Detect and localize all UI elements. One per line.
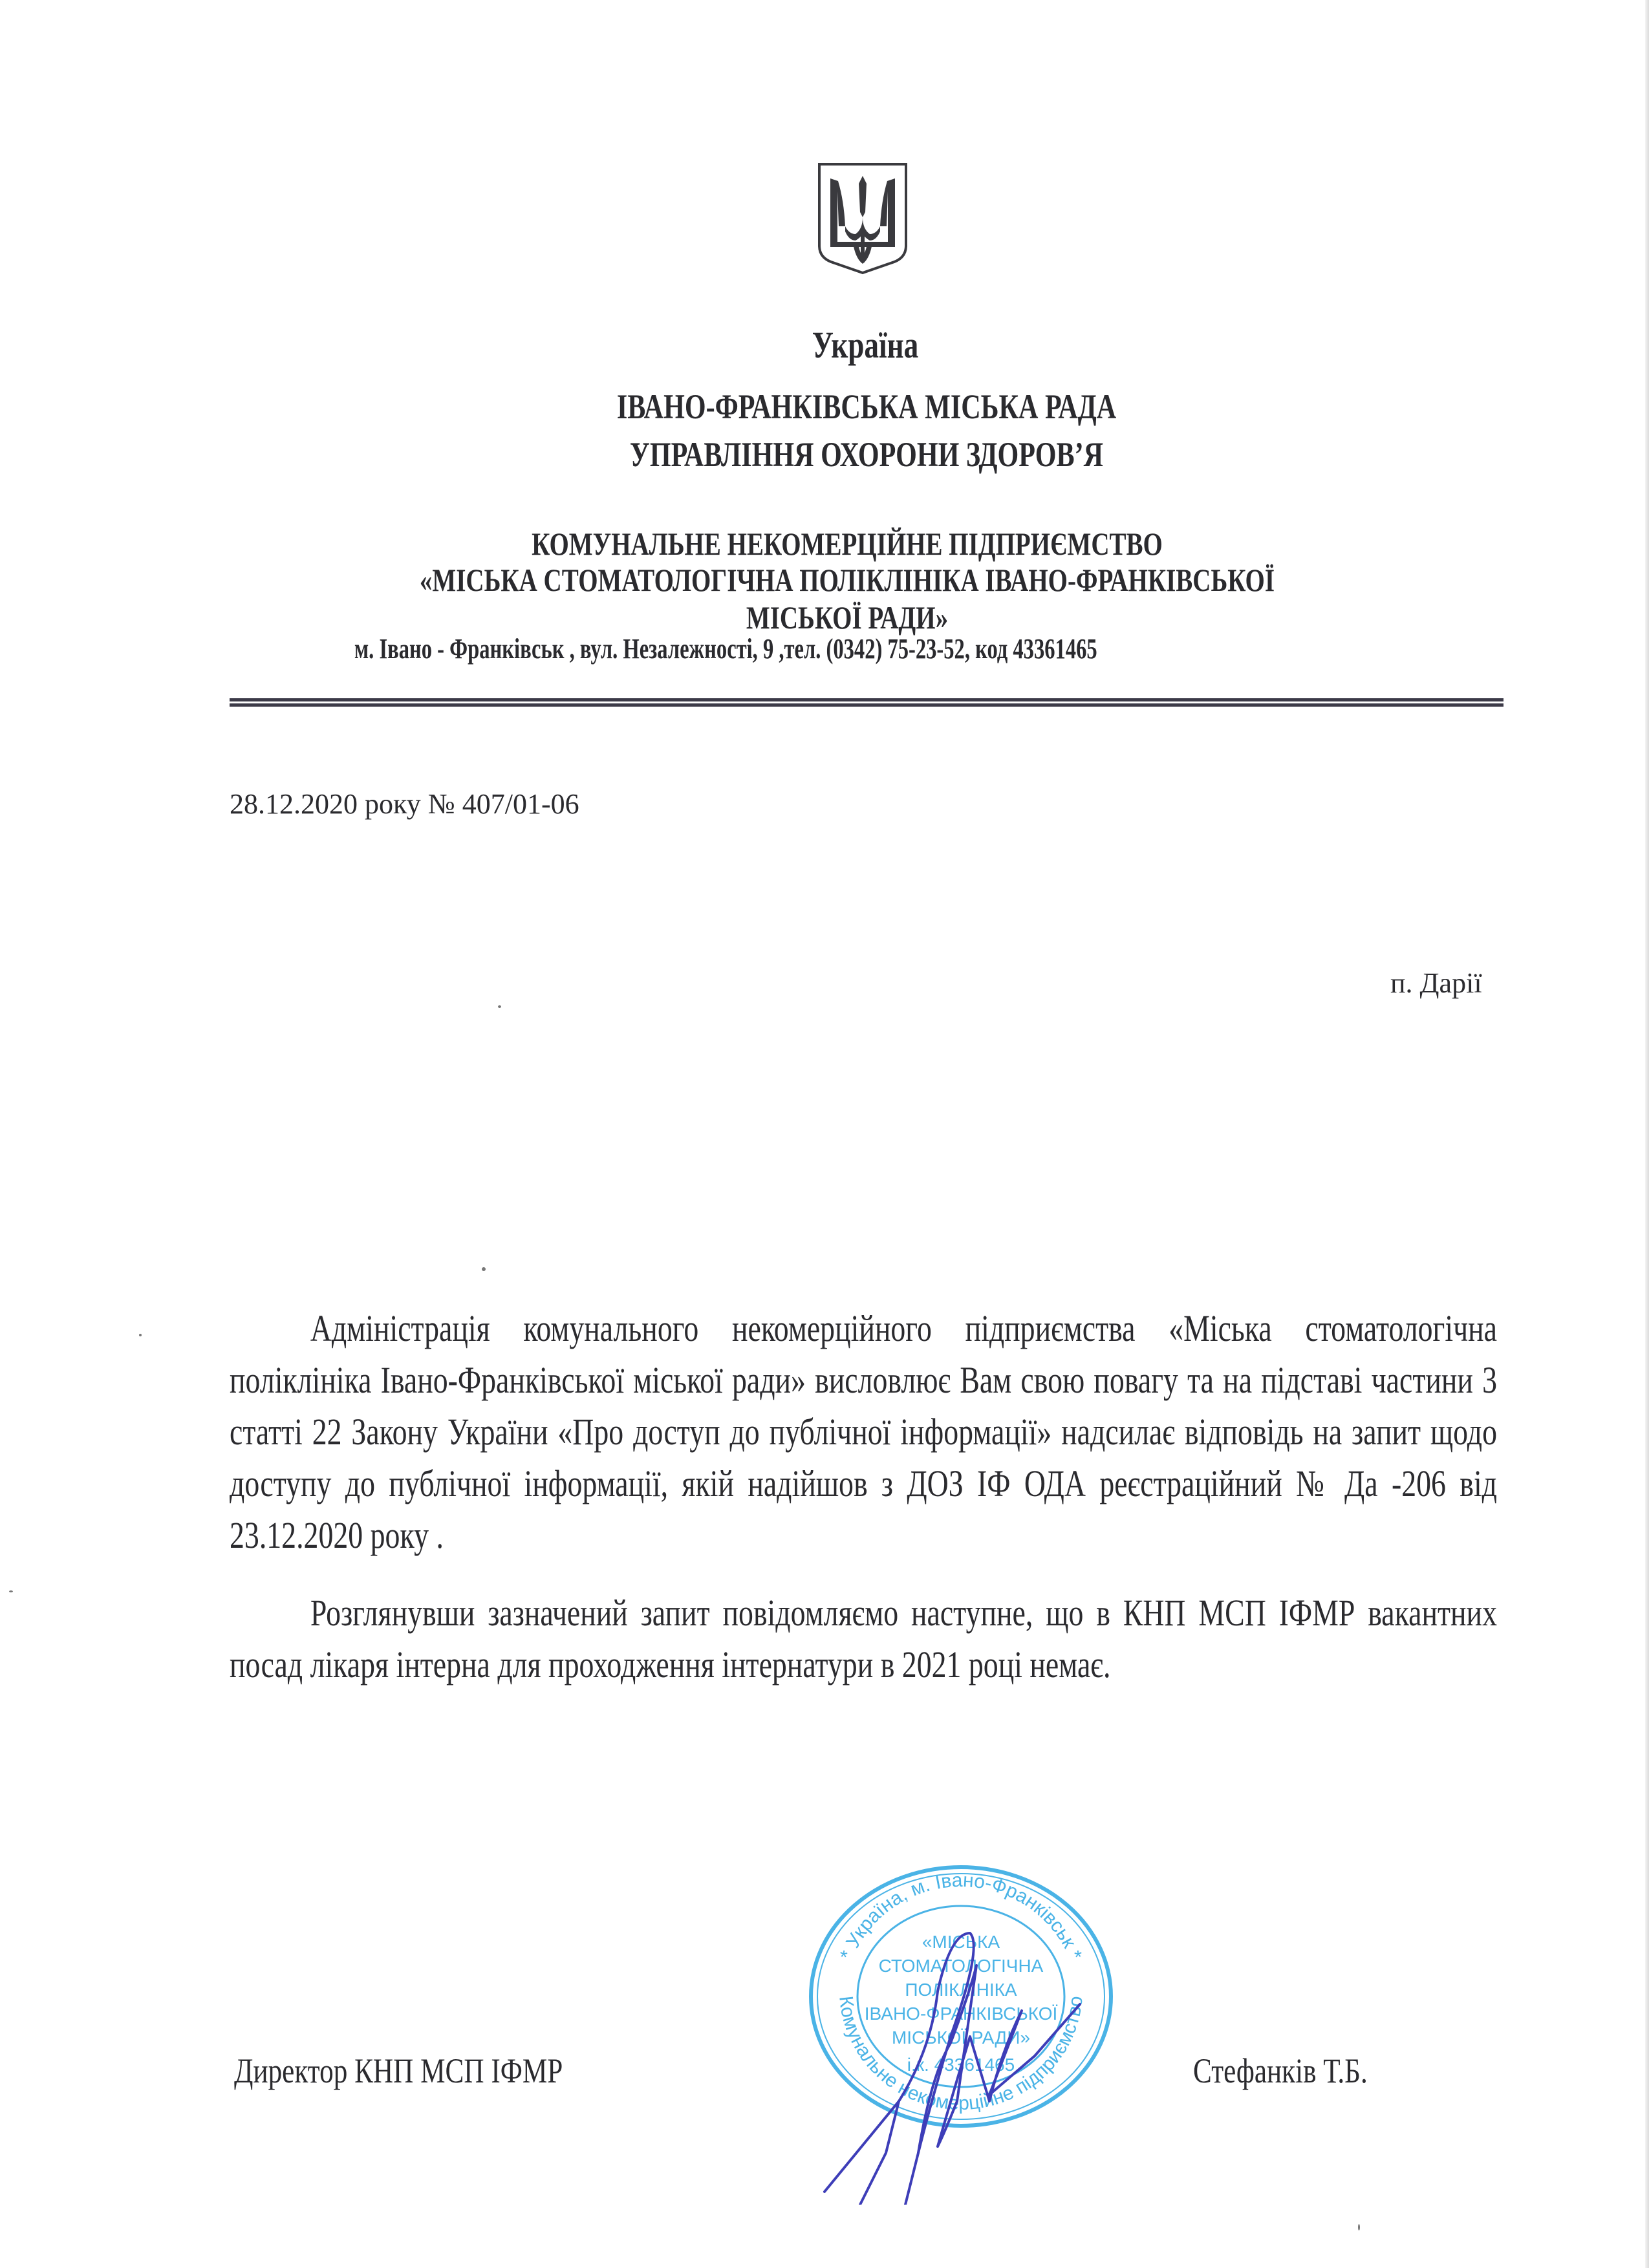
stamp-inner-line-3: ПОЛІКЛІНІКА (905, 1980, 1017, 2000)
letter-body (230, 1303, 1497, 1561)
stamp-outer-top-text: * Україна, м. Івано-Франківськ * (835, 1869, 1086, 1963)
stamp-outer-bottom-text: Комунальне некомерційне підприємство (835, 1995, 1087, 2115)
stamp-inner-line-1: «МІСЬКА (921, 1932, 1000, 1952)
scan-speck (498, 1005, 501, 1008)
scan-speck (1358, 2224, 1360, 2231)
signatory-title: Директор КНП МСП ІФМР (234, 2051, 563, 2090)
stamp-inner-line-4: ІВАНО-ФРАНКІВСЬКОЇ (864, 2004, 1058, 2024)
stamp-inner-line-5: МІСЬКОЇ РАДИ» (891, 2027, 1031, 2048)
organization-line-3: МІСЬКОЇ РАДИ» (746, 599, 949, 636)
trident-emblem-icon (817, 162, 909, 275)
signatory-name: Стефанків Т.Б. (1193, 2051, 1368, 2090)
country-heading: Україна (812, 324, 919, 366)
scan-speck (482, 1267, 486, 1271)
header-divider-top (230, 698, 1503, 701)
handwritten-signature (821, 1907, 1093, 2205)
scan-speck (9, 1590, 13, 1592)
letter-date-number: 28.12.2020 року № 407/01-06 (230, 788, 579, 820)
letter-body-continued (230, 1587, 1497, 1691)
scan-speck (139, 1334, 142, 1336)
stamp-inner-line-6: і.к. 43361465 (907, 2055, 1015, 2075)
organization-address: м. Івано - Франківськ , вул. Незалежності, 9 ,тел. (0342) 75-23-52, код 43361465 (354, 633, 1097, 665)
body-paragraph-2: Розглянувши зазначений запит повідомляємо наступне, що в КНП МСП ІФМР вакантних посад лікаря інтерна для проходження інтернатури в 2021 році немає. (230, 1592, 1497, 1685)
header-divider-bottom (230, 703, 1503, 707)
health-department-heading: УПРАВЛІННЯ ОХОРОНИ ЗДОРОВ’Я (629, 435, 1104, 474)
body-paragraph-1: Адміністрація комунального некомерційного підприємства «Міська стоматологічна поліклініка Івано-Франківської міської ради» висловлює Вам свою повагу та на підставі частини 3 статті 22 Закону України «Про доступ до публічної інформації» надсилає відповідь на запит щодо доступу до публічної інформації, якій надійшов з ДОЗ ІФ ОДА реєстраційний № Да -206 від 23.12.2020 року . (230, 1307, 1497, 1556)
organization-line-1: КОМУНАЛЬНЕ НЕКОМЕРЦІЙНЕ ПІДПРИЄМСТВО (532, 526, 1163, 562)
organization-line-2: «МІСЬКА СТОМАТОЛОГІЧНА ПОЛІКЛІНІКА ІВАНО-ФРАНКІВСЬКОЇ (419, 562, 1275, 598)
stamp-inner-line-2: СТОМАТОЛОГІЧНА (878, 1956, 1044, 1976)
page-edge (1645, 0, 1649, 2268)
city-council-heading: ІВАНО-ФРАНКІВСЬКА МІСЬКА РАДА (616, 387, 1117, 426)
addressee: п. Дарії (1390, 967, 1482, 999)
